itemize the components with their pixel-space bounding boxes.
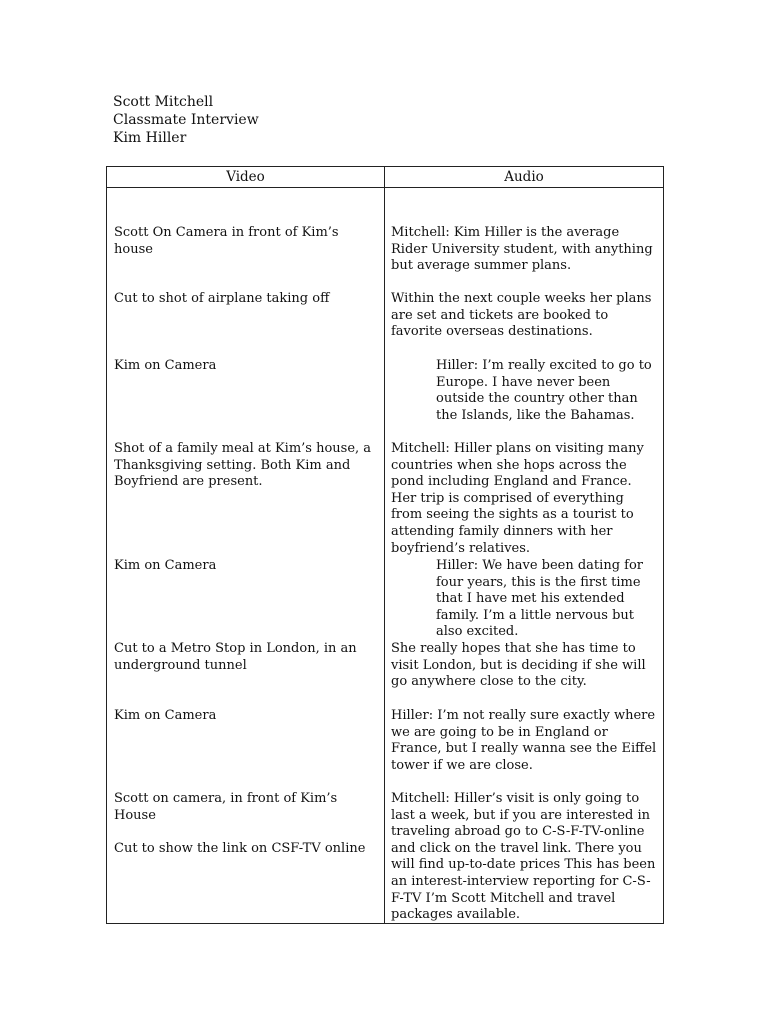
- av-script-table: [106, 166, 664, 924]
- video-column-header: Video: [107, 167, 385, 188]
- video-column: [107, 188, 385, 924]
- video-entry: Scott On Camera in front of Kim’s house: [114, 225, 339, 257]
- assignment-title: Classmate Interview: [113, 112, 259, 128]
- video-entry: Kim on Camera: [114, 708, 217, 723]
- document-header: [113, 93, 259, 147]
- video-entry: Cut to shot of airplane taking off: [114, 291, 330, 306]
- video-entry: Cut to show the link on CSF-TV online: [114, 841, 366, 856]
- audio-entry: She really hopes that she has time to visit London, but is deciding if she will go anywhere close to the city.: [391, 641, 646, 690]
- audio-entry: Mitchell: Hiller plans on visiting many countries when she hops across the pond including England and France. Her trip is comprised of everything from seeing the sights as a tourist to attending family dinners with her boyfriend’s relatives.: [391, 441, 644, 556]
- audio-entry: Within the next couple weeks her plans are set and tickets are booked to favorite overseas destinations.: [391, 291, 652, 340]
- video-entry: Kim on Camera: [114, 558, 217, 573]
- video-entry: Shot of a family meal at Kim’s house, a Thanksgiving setting. Both Kim and Boyfriend are present.: [114, 441, 372, 490]
- video-entry: Kim on Camera: [114, 358, 217, 373]
- author-name: Scott Mitchell: [113, 94, 214, 110]
- table-header-row: [107, 167, 664, 188]
- video-entry: Cut to a Metro Stop in London, in an underground tunnel: [114, 641, 357, 673]
- audio-entry: Mitchell: Hiller’s visit is only going to last a week, but if you are interested in traveling abroad go to C-S-F-TV-online and click on the travel link. There you will find up-to-date prices This has been an interest-interview reporting for C-S-F-TV I’m Scott Mitchell and travel packages available.: [391, 791, 656, 923]
- audio-entry: Hiller: We have been dating for four years, this is the first time that I have met his extended family. I’m a little nervous but also excited.: [436, 558, 643, 640]
- audio-column-header: Audio: [385, 167, 664, 188]
- audio-column: [385, 188, 664, 924]
- video-entry: Scott on camera, in front of Kim’s House: [114, 791, 338, 823]
- audio-entry: Hiller: I’m really excited to go to Europe. I have never been outside the country other than the Islands, like the Bahamas.: [436, 358, 652, 423]
- table-body-row: [107, 188, 664, 924]
- interviewee-name: Kim Hiller: [113, 130, 187, 146]
- audio-entry: Hiller: I’m not really sure exactly where we are going to be in England or France, but I really wanna see the Eiffel tower if we are close.: [391, 708, 657, 773]
- audio-entry: Mitchell: Kim Hiller is the average Rider University student, with anything but average summer plans.: [391, 225, 653, 274]
